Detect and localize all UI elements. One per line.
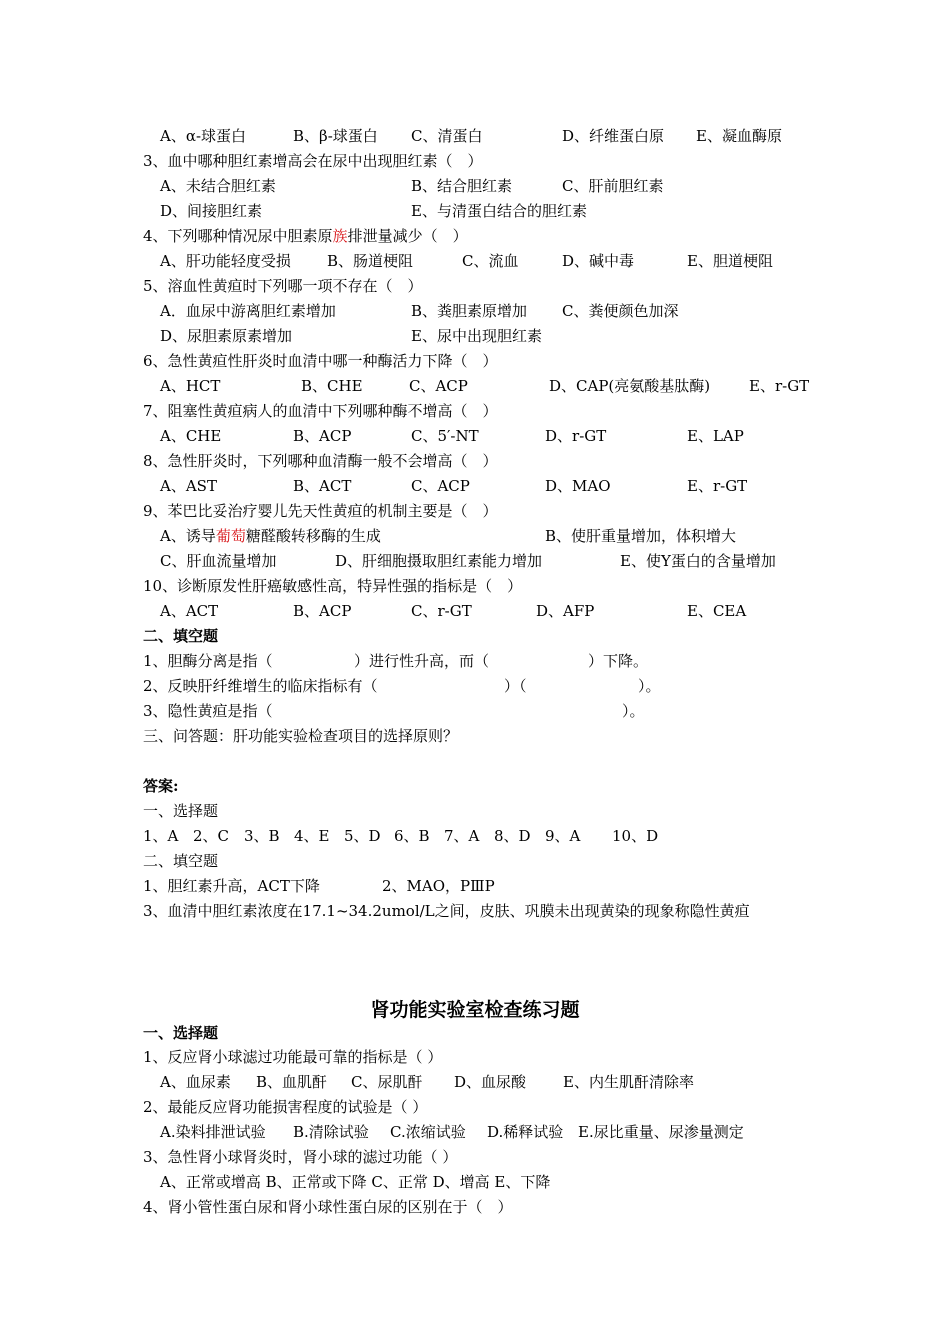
option: D、血尿酸 <box>454 1073 527 1091</box>
q4-stem-highlight: 族 <box>332 227 348 245</box>
option: B、ACP <box>293 427 352 445</box>
kidney-q1: 1、反应肾小球滤过功能最可靠的指标是（ ） <box>143 1048 443 1066</box>
q4-stem-part: 排泄量减少（ ） <box>347 227 468 245</box>
option: B、ACT <box>293 477 352 495</box>
option: E、LAP <box>687 427 744 445</box>
fill-text: ）进行性升高，而（ <box>354 652 490 670</box>
kidney-sec1: 一、选择题 <box>143 1024 219 1042</box>
option: E、胆道梗阻 <box>687 252 773 270</box>
q5-stem: 5、溶血性黄疸时下列哪一项不存在（ ） <box>143 277 423 295</box>
fill-text: 1、胆酶分离是指（ <box>143 652 273 670</box>
option: D、r-GT <box>545 427 607 445</box>
option: A、CHE <box>160 427 222 445</box>
option: D、尿胆素原素增加 <box>160 327 293 345</box>
answers-sec1-text: 一、选择题 <box>143 802 219 820</box>
option: C、肝前胆红素 <box>562 177 664 195</box>
answer: 10、D <box>612 827 659 845</box>
option-part: 糖醛酸转移酶的生成 <box>245 527 381 545</box>
q7-stem: 7、阻塞性黄疸病人的血清中下列哪种酶不增高（ ） <box>143 402 498 420</box>
option: C、粪便颜色加深 <box>562 302 679 320</box>
q4-stem-part: 4、下列哪种情况尿中胆素原 <box>143 227 333 245</box>
q6-stem: 6、急性黄疸性肝炎时血清中哪一种酶活力下降（ ） <box>143 352 498 370</box>
answer: 6、B <box>394 827 430 845</box>
option: E、使Y蛋白的含量增加 <box>620 552 776 570</box>
option: B、肠道梗阻 <box>327 252 414 270</box>
option: C、清蛋白 <box>411 127 483 145</box>
option: D.稀释试验 <box>487 1123 564 1141</box>
option: C、尿肌酐 <box>351 1073 423 1091</box>
fill-text: ）（ <box>504 677 527 695</box>
option: A、未结合胆红素 <box>160 177 276 195</box>
fill-text: 3、隐性黄疸是指（ <box>143 702 273 720</box>
option: E、r-GT <box>749 377 810 395</box>
option: A、肝功能轻度受损 <box>160 252 291 270</box>
option-highlight: 葡萄 <box>215 527 246 545</box>
option: A、AST <box>160 477 217 495</box>
fill-text: ）。 <box>638 677 661 695</box>
option: D、肝细胞摄取胆红素能力增加 <box>335 552 543 570</box>
answer: 3、B <box>244 827 280 845</box>
option: A、ACT <box>160 602 219 620</box>
option: C、r-GT <box>411 602 472 620</box>
page-title: 肾功能实验室检查练习题 <box>370 999 580 1021</box>
answer: 4、E <box>294 827 330 845</box>
option: B、结合胆红素 <box>411 177 513 195</box>
option: D、CAP(亮氨酸基肽酶) <box>549 377 711 395</box>
answer-fill: 1、胆红素升高，ACT下降 <box>143 877 320 895</box>
option: D、MAO <box>545 477 611 495</box>
kidney-q2: 2、最能反应肾功能损害程度的试验是（ ） <box>143 1098 428 1116</box>
fill-text: 2、反映肝纤维增生的临床指标有（ <box>143 677 378 695</box>
q10-stem: 10、诊断原发性肝癌敏感性高，特异性强的指标是（ ） <box>143 577 523 595</box>
answer: 2、C <box>193 827 230 845</box>
answers-sec2-text: 二、填空题 <box>143 852 219 870</box>
option: B、使肝重量增加，体积增大 <box>545 527 737 545</box>
option: C、肝血流量增加 <box>160 552 277 570</box>
answer: 1、A <box>143 827 179 845</box>
option: E、内生肌酐清除率 <box>563 1073 694 1091</box>
fill-heading: 二、填空题 <box>143 627 219 645</box>
kidney-q3: 3、急性肾小球肾炎时，肾小球的滤过功能（ ） <box>143 1148 458 1166</box>
q4-stem <box>143 224 468 248</box>
option: D、纤维蛋白原 <box>562 127 665 145</box>
option: E、尿中出现胆红素 <box>411 327 542 345</box>
option: E.尿比重量、尿渗量测定 <box>578 1123 744 1141</box>
option: A、正常或增高 B、正常或下降 C、正常 D、增高 E、下降 <box>160 1173 551 1191</box>
option: B、ACP <box>293 602 352 620</box>
option: A、HCT <box>160 377 221 395</box>
answer-fill: 2、MAO，PⅢP <box>382 877 495 895</box>
option: C、ACP <box>409 377 468 395</box>
option: C、ACP <box>411 477 470 495</box>
option: E、r-GT <box>687 477 748 495</box>
q3-stem: 3、血中哪种胆红素增高会在尿中出现胆红素（ ） <box>143 152 483 170</box>
answers-title: 答案: <box>143 777 179 795</box>
answer-fill: 3、血清中胆红素浓度在17.1~34.2umol/L之间，皮肤、巩膜未出现黄染的现象称隐性黄疸 <box>143 902 750 920</box>
option: B、β-球蛋白 <box>293 127 378 145</box>
option: C、5′-NT <box>411 427 479 445</box>
option: C.浓缩试验 <box>390 1123 466 1141</box>
q8-stem: 8、急性肝炎时，下列哪种血清酶一般不会增高（ ） <box>143 452 498 470</box>
q9-stem: 9、苯巴比妥治疗婴儿先天性黄疸的机制主要是（ ） <box>143 502 498 520</box>
answer: 9、A <box>545 827 581 845</box>
option: A、血尿素 <box>160 1073 231 1091</box>
qa-text: 三、问答题：肝功能实验检查项目的选择原则？ <box>143 727 459 745</box>
option: D、间接胆红素 <box>160 202 263 220</box>
fill-text: ）下降。 <box>588 652 649 670</box>
option: A.染料排泄试验 <box>160 1123 266 1141</box>
kidney-q4: 4、肾小管性蛋白尿和肾小球性蛋白尿的区别在于（ ） <box>143 1198 513 1216</box>
answer: 7、A <box>444 827 480 845</box>
fill-text: ）。 <box>622 702 645 720</box>
option: E、与清蛋白结合的胆红素 <box>411 202 587 220</box>
answer: 8、D <box>494 827 531 845</box>
option: B、CHE <box>301 377 363 395</box>
option: D、碱中毒 <box>562 252 635 270</box>
option: B.清除试验 <box>293 1123 369 1141</box>
option: B、粪胆素原增加 <box>411 302 528 320</box>
option: C、流血 <box>462 252 519 270</box>
option: B、血肌酐 <box>256 1073 328 1091</box>
option: D、AFP <box>536 602 595 620</box>
option <box>160 524 381 548</box>
option: A．血尿中游离胆红素增加 <box>160 302 336 320</box>
option: A、α-球蛋白 <box>160 127 247 145</box>
option-part: A、诱导 <box>160 527 216 545</box>
option: E、CEA <box>687 602 747 620</box>
option: E、凝血酶原 <box>696 127 782 145</box>
answer: 5、D <box>344 827 381 845</box>
